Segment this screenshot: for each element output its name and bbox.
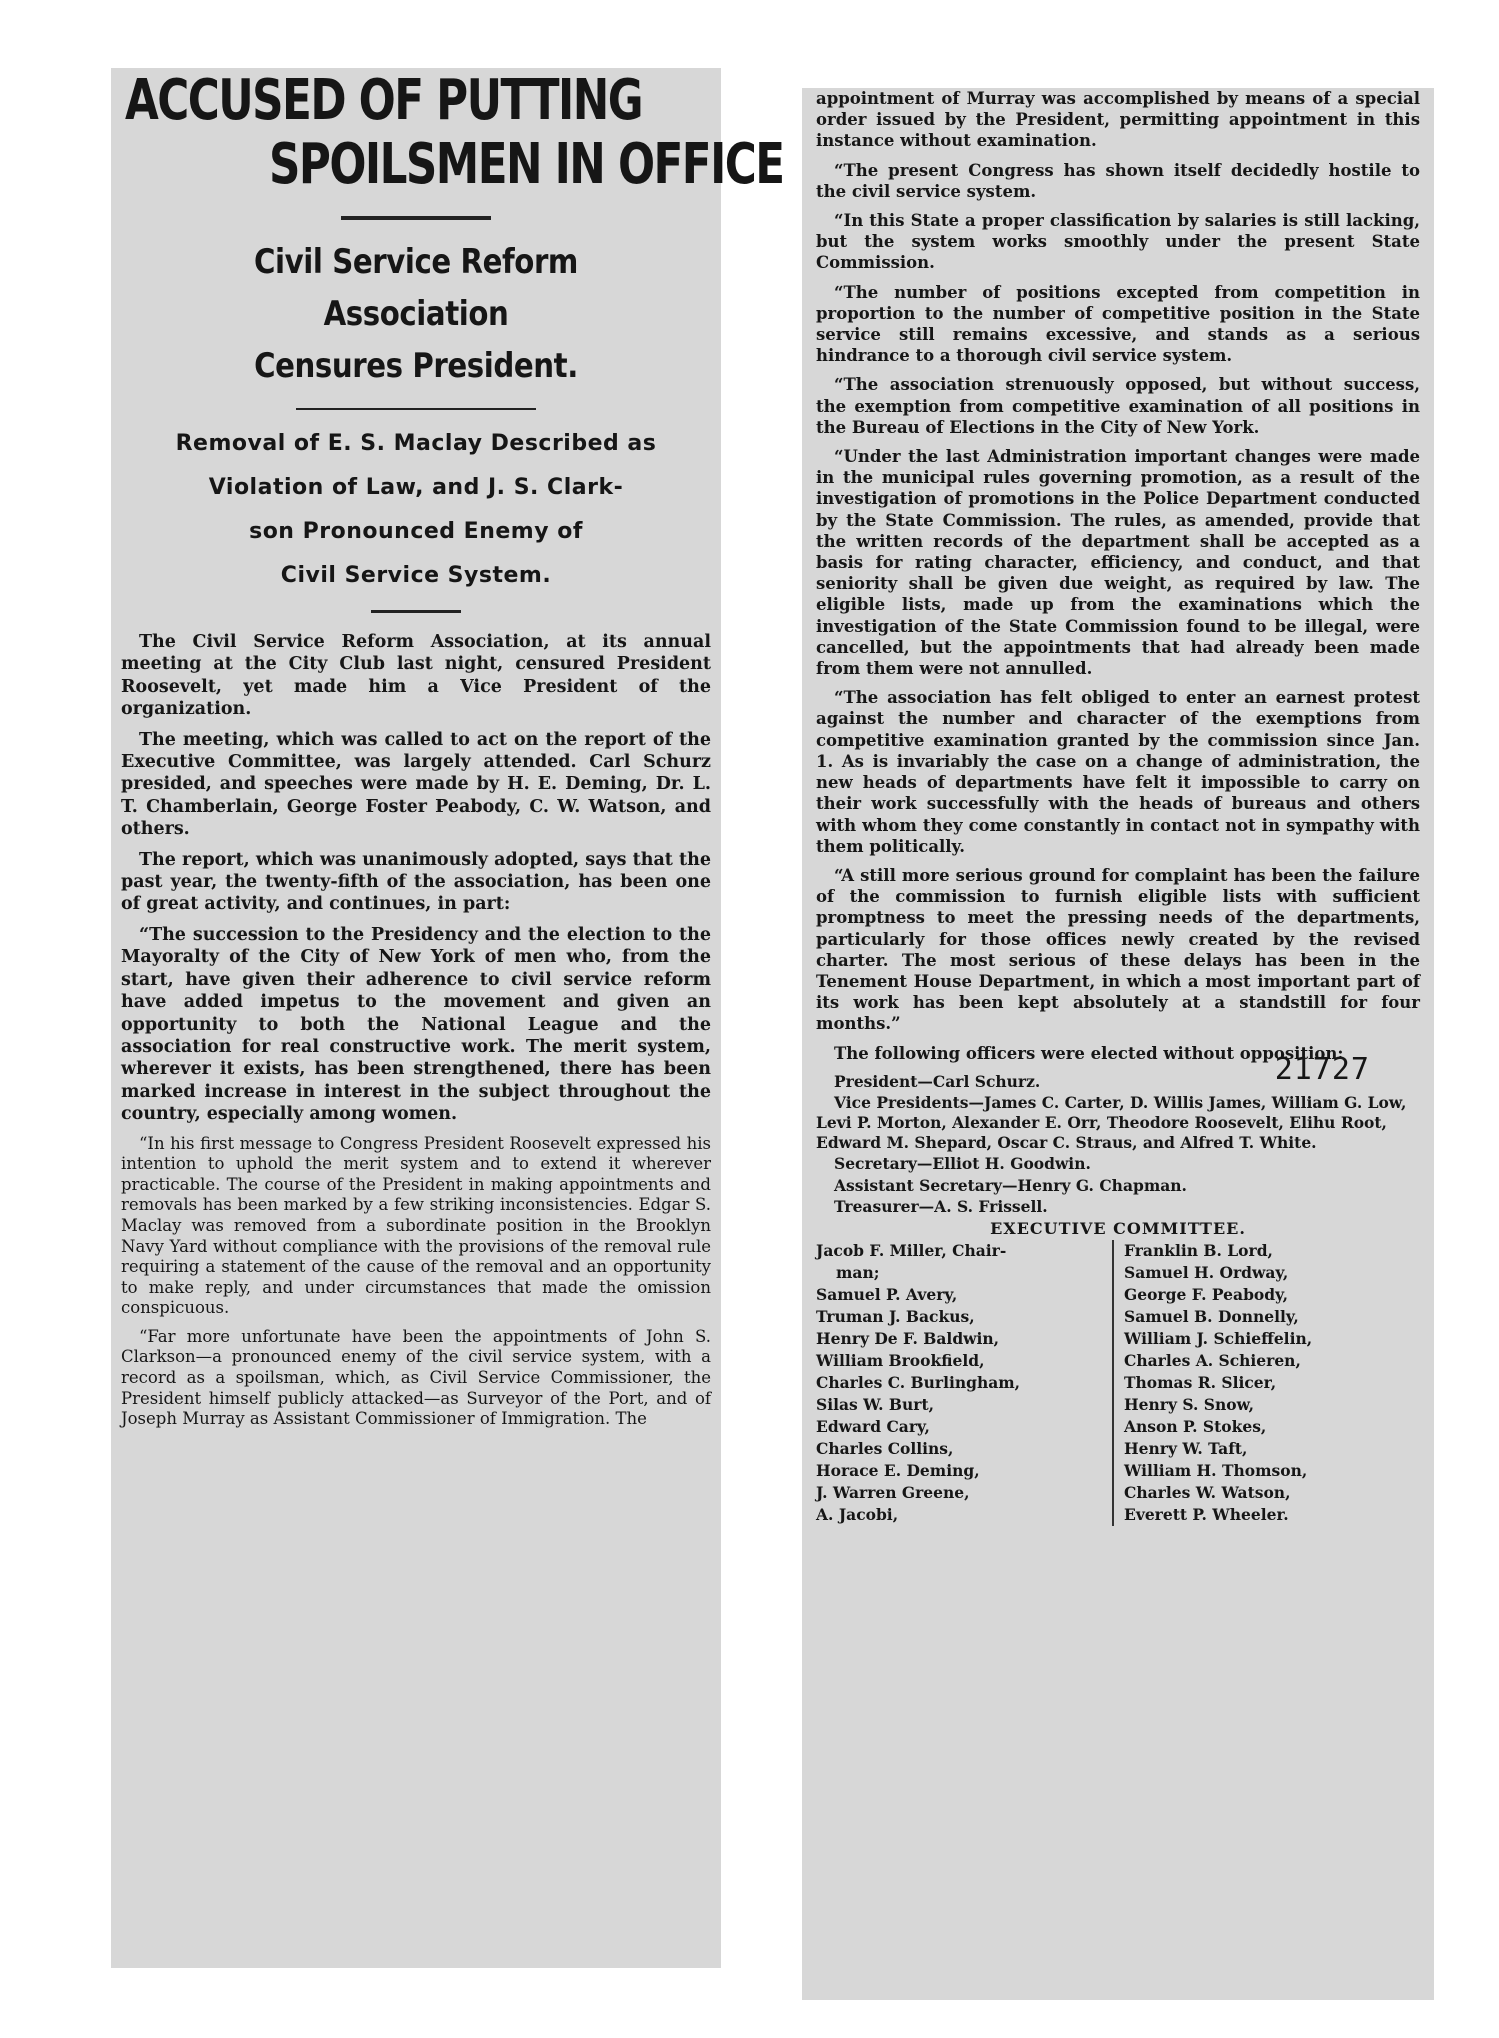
paragraph: “The number of positions excepted from competition in proportion to the number of competitive position in the State service still remains excessive, and stands as a serious hindrance to a thorough civil service system. [816,282,1420,366]
paragraph: “The association has felt obliged to enter an earnest protest against the number and character of the exemptions from competitive examination granted by the commission since Jan. 1. As is invariably the case on a change of administration, the new heads of departments have felt it impossible to carry on their work successfully with the heads of bureaus and others with whom they come constantly in contact not in sympathy with them politically. [816,688,1420,856]
committee-column-left [816,1240,1112,1526]
article-column-left [111,68,784,1968]
paragraph: The Civil Service Reform Association, at its annual meeting at the City Club last night, censured President Roosevelt, yet made him a Vice President of the organization. [121,632,711,720]
divider [371,610,461,613]
article-body-left [121,631,711,1430]
subheadline-2-line-2: Violation of Law, and J. S. Clark- [208,475,624,500]
paragraph: “Far more unfortunate have been the appointments of John S. Clarkson—a pronounced enemy of the civil service system, with a record as a spoilsman, which, as Civil Service Commissioner, the President himself publicly attacked—as Surveyor of the Port, and of Joseph Murray as Assistant Commissioner of Immigration. The [121,1326,711,1429]
list-item: Henry De F. Baldwin, [816,1328,1000,1348]
subheadline-1-line-1: Civil Service Reform Association [254,242,578,334]
subheadline-2-line-3: son Pronounced Enemy of [249,519,583,544]
list-item: Jacob F. Miller, Chair- [816,1240,1007,1260]
list-item: Charles A. Schieren, [1124,1350,1301,1370]
committee-column-right [1112,1240,1420,1526]
executive-committee-heading: EXECUTIVE COMMITTEE. [990,1218,1246,1238]
paragraph: The following officers were elected without opposition: [834,1043,1344,1063]
paragraph: “In this State a proper classification by salaries is still lacking, but the system works smoothly under the present State Commission. [816,211,1420,273]
list-item: Samuel P. Avery, [816,1284,958,1304]
list-item: George F. Peabody, [1124,1284,1289,1304]
list-item: J. Warren Greene, [816,1482,970,1502]
paragraph: “The present Congress has shown itself decidedly hostile to the civil service system. [816,160,1420,201]
officer-assistant-secretary: Assistant Secretary—Henry G. Chapman. [834,1175,1187,1195]
divider [296,408,536,410]
paragraph: The meeting, which was called to act on the report of the Executive Committee, was largely attended. Carl Schurz presided, and speeches were made by H. E. Deming, Dr. L. T. Chamberlain, George Foster Peabody, C. W. Watson, and others. [121,729,711,840]
list-item: Silas W. Burt, [816,1394,935,1414]
subheadline-1-line-2: Censures President. [254,346,578,386]
list-item: Charles W. Watson, [1124,1482,1291,1502]
list-item: William J. Schieffelin, [1124,1328,1313,1348]
list-item: Edward Cary, [816,1416,930,1436]
list-item: man; [836,1262,880,1282]
paragraph: “In his first message to Congress President Roosevelt expressed his intention to uphold the merit system and to extend it wherever practicable. The course of the President in making appointments and removals has been marked by a few striking inconsistencies. Edgar S. Maclay was removed from a subordinate position in the Brooklyn Navy Yard without compliance with the provisions of the removal rule requiring a statement of the cause of the removal and an opportunity to make reply, and under circumstances that made the omission conspicuous. [121,1133,711,1318]
paragraph: appointment of Murray was accomplished by means of a special order issued by the President, permitting appointment in this instance without examination. [816,89,1420,151]
subheadline-2-line-4: Civil Service System. [280,563,552,588]
paragraph: “The succession to the Presidency and the election to the Mayoralty of the City of New York of men who, from the start, have given their adherence to civil service reform have added impetus to the movement and given an opportunity to both the National League and the association for real constructive work. The merit system, wherever it exists, has been strengthened, there has been marked increase in interest in the subject throughout the country, especially among women. [121,924,711,1125]
list-item: Horace E. Deming, [816,1460,980,1480]
officer-president: 21727 President—Carl Schurz. [834,1051,1370,1091]
officer-secretary: Secretary—Elliot H. Goodwin. [834,1154,1091,1174]
list-item: Thomas R. Slicer, [1124,1372,1277,1392]
headline-line-1: ACCUSED OF PUTTING [125,68,642,133]
list-item: Everett P. Wheeler. [1124,1504,1289,1524]
list-item: A. Jacobi, [816,1504,899,1524]
headline-line-2: SPOILSMEN IN OFFICE [269,132,784,197]
list-item: Anson P. Stokes, [1124,1416,1267,1436]
paragraph: The report, which was unanimously adopted, says that the past year, the twenty-fifth of the association, has been one of great activity, and continues, in part: [121,849,711,915]
divider [341,216,491,220]
list-item: Charles Collins, [816,1438,954,1458]
list-item: Samuel B. Donnelly, [1124,1306,1299,1326]
list-item: Henry S. Snow, [1124,1394,1255,1414]
list-item: Truman J. Backus, [816,1306,975,1326]
paragraph: “Under the last Administration important changes were made in the municipal rules governing promotion, as a result of the investigation of promotions in the Police Department conducted by the State Commission. The rules, as amended, provide that the written records of the department shall be accepted as a basis for rating character, efficiency, and conduct, and that seniority shall be given due weight, as required by law. The eligible lists, made up from the examinations which the investigation of the State Commission found to be illegal, were cancelled, but the appointments that had already been made from them were not annulled. [816,447,1420,679]
list-item: Franklin B. Lord, [1124,1240,1273,1260]
archive-stamp-number: 21727 [1274,1051,1370,1087]
article-column-right [802,88,1434,2000]
list-item: William Brookfield, [816,1350,985,1370]
paragraph: “The association strenuously opposed, but without success, the exemption from competitive examination of all positions in the Bureau of Elections in the City of New York. [816,375,1420,437]
officer-treasurer: Treasurer—A. S. Frissell. [834,1197,1048,1217]
paragraph: “A still more serious ground for complaint has been the failure of the commission to furnish eligible lists with sufficient promptness to meet the pressing needs of the departments, particularly for those offices newly created by the revised charter. The most serious of these delays has been in the Tenement House Department, in which a most important part of its work has been kept absolutely at a standstill for four months.” [816,865,1420,1034]
article-body-right [816,88,1420,1064]
officer-vice-presidents: Vice Presidents—James C. Carter, D. Willis James, William G. Low, Levi P. Morton, Alexander E. Orr, Theodore Roosevelt, Elihu Root, Edward M. Shepard, Oscar C. Straus, and Alfred T. White. [816,1093,1407,1152]
list-item: Henry W. Taft, [1124,1438,1248,1458]
subheadline-2-line-1: Removal of E. S. Maclay Described as [175,431,657,456]
list-item: Charles C. Burlingham, [816,1372,1021,1392]
list-item: William H. Thomson, [1124,1460,1308,1480]
executive-committee-list [816,1240,1420,1526]
list-item: Samuel H. Ordway, [1124,1262,1289,1282]
